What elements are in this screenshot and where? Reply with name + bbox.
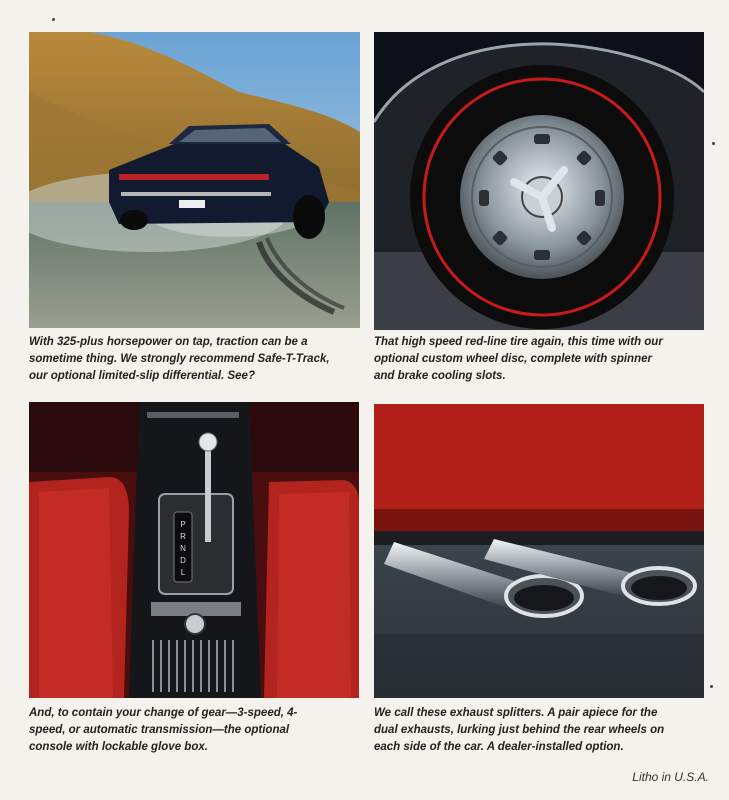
photo-redline-tire [374, 32, 704, 330]
caption-redline-tire: That high speed red-line tire again, this time with our optional custom wheel disc, complete with spinner and brake cooling slots. [374, 336, 663, 382]
shifter-indicator-d: D [180, 556, 186, 565]
redline-tire-illustration [374, 32, 704, 330]
photo-car-burnout [29, 32, 360, 328]
footer-litho: Litho in U.S.A. [632, 770, 709, 784]
shifter-indicator-p: P [180, 520, 186, 529]
caption-exhaust: We call these exhaust splitters. A pair apiece for the dual exhausts, lurking just behind the rear wheels on each side of the car. A dealer-installed option. [374, 707, 665, 753]
car-burnout-illustration [29, 32, 360, 328]
photo-exhaust-splitters [374, 404, 704, 698]
exhaust-illustration [374, 404, 704, 698]
caption-traction: With 325-plus horsepower on tap, traction can be a sometime thing. We strongly recommend Safe-T-Track, our optional limited-slip differential. See? [29, 336, 330, 382]
caption-console: And, to contain your change of gear—3-speed, 4-speed, or automatic transmission—the optional console with lockable glove box. [29, 707, 298, 753]
margin-dot [712, 142, 715, 145]
shifter-indicator-n: N [180, 544, 186, 553]
shifter-indicator-r: R [180, 532, 186, 541]
margin-dot [52, 18, 55, 21]
margin-dot [710, 685, 713, 688]
photo-console-shifter [29, 402, 359, 698]
console-illustration [29, 402, 359, 698]
shifter-indicator-l: L [180, 568, 186, 577]
